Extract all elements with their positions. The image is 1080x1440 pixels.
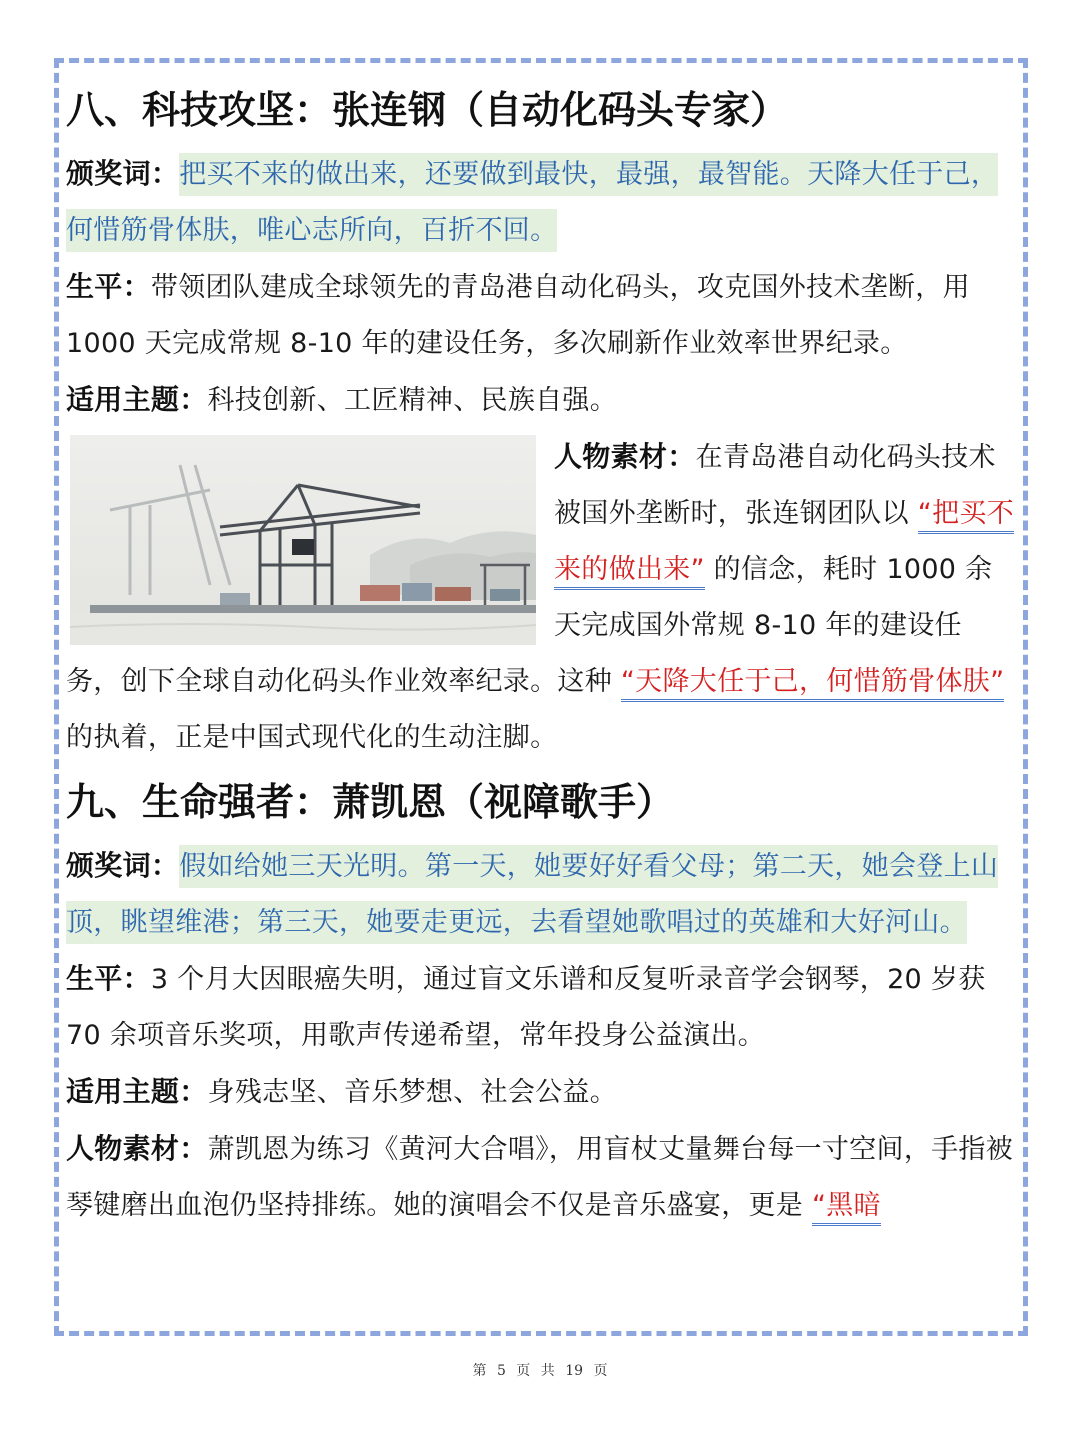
port-crane-illustration <box>70 435 536 645</box>
award-text: 把买不来的做出来，还要做到最快，最强，最智能。天降大任于己，何惜筋骨体肤，唯心志所向，百折不回。 <box>66 153 998 252</box>
award-text: 假如给她三天光明。第一天，她要好好看父母；第二天，她会登上山顶，眺望维港；第三天，她要走更远，去看望她歌唱过的英雄和大好河山。 <box>66 845 998 944</box>
material-label: 人物素材： <box>554 440 696 473</box>
bio-label: 生平： <box>66 962 151 995</box>
section-8-award <box>66 146 1016 259</box>
page-content <box>66 78 1016 1234</box>
material-quote-1: “黑暗 <box>812 1190 881 1226</box>
material-label: 人物素材： <box>66 1132 208 1165</box>
material-text-2: 的信念，耗时 1000 余天完成国外常规 8-10 年的建设任务，创下全球自动化码头作业效率纪录。这种 <box>66 554 993 697</box>
section-8-bio <box>66 259 1016 372</box>
material-text-3: 的执着，正是中国式现代化的生动注脚。 <box>66 722 558 753</box>
section-8-title: 八、科技攻坚：张连钢（自动化码头专家） <box>66 88 789 132</box>
bio-label: 生平： <box>66 270 151 303</box>
section-9-award <box>66 838 1016 951</box>
section-9-theme <box>66 1064 1016 1121</box>
theme-label: 适用主题： <box>66 1075 208 1108</box>
section-9-material <box>66 1121 1016 1234</box>
page-number-footer: 第 5 页 共 19 页 <box>472 1363 608 1379</box>
award-label: 颁奖词： <box>66 849 180 882</box>
bio-text: 带领团队建成全球领先的青岛港自动化码头，攻克国外技术垄断，用 1000 天完成常规 8-10 年的建设任务，多次刷新作业效率世界纪录。 <box>66 272 970 359</box>
section-8-theme <box>66 372 1016 429</box>
theme-text: 科技创新、工匠精神、民族自强。 <box>207 385 618 416</box>
section-9-bio <box>66 951 1016 1064</box>
material-text-1: 在青岛港自动化码头技术被国外垄断时，张连钢团队以 <box>554 442 996 529</box>
bio-text: 3 个月大因眼癌失明，通过盲文乐谱和反复听录音学会钢琴，20 岁获 70 余项音乐奖项，用歌声传递希望，常年投身公益演出。 <box>66 964 986 1051</box>
section-8-material <box>66 429 1016 766</box>
section-9-title: 九、生命强者：萧凯恩（视障歌手） <box>66 780 675 824</box>
theme-text: 身残志坚、音乐梦想、社会公益。 <box>207 1077 618 1108</box>
award-label: 颁奖词： <box>66 157 180 190</box>
material-text-1: 萧凯恩为练习《黄河大合唱》，用盲杖丈量舞台每一寸空间，手指被琴键磨出血泡仍坚持排练。她的演唱会不仅是音乐盛宴，更是 <box>66 1134 1014 1221</box>
material-quote-1: “把买不来的做出来” <box>554 498 1014 590</box>
port-crane-drawing <box>70 435 536 645</box>
material-quote-2: “天降大任于己，何惜筋骨体肤” <box>621 666 1004 702</box>
theme-label: 适用主题： <box>66 383 208 416</box>
